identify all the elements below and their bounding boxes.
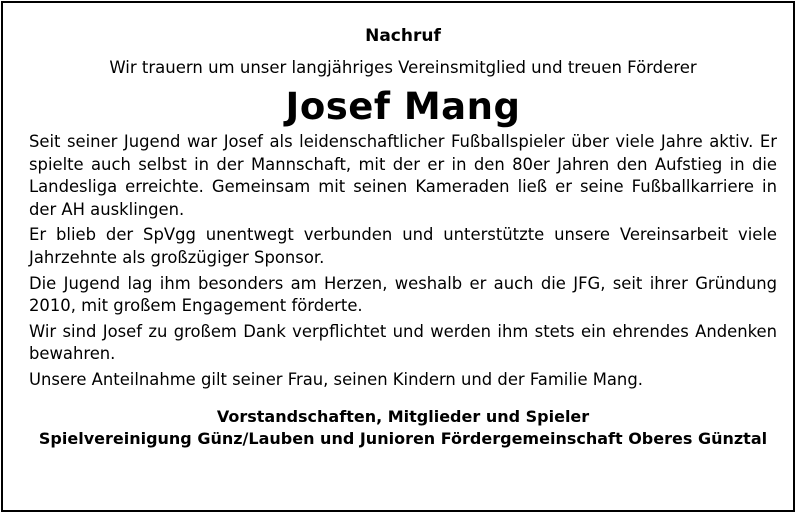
obituary-content xyxy=(29,25,777,450)
paragraph: Er blieb der SpVgg unentwegt verbunden und unterstützte unsere Vereinsarbeit viele Jahrzehnte als großzügiger Sponsor. xyxy=(29,225,777,267)
obituary-heading: Nachruf xyxy=(365,26,441,46)
paragraph: Die Jugend lag ihm besonders am Herzen, weshalb er auch die JFG, seit ihrer Gründung 2010, mit großem Engagement förderte. xyxy=(29,273,777,316)
obituary-body xyxy=(29,131,777,392)
paragraph: Unsere Anteilnahme gilt seiner Frau, seinen Kindern und der Familie Mang. xyxy=(29,369,643,389)
paragraph: Wir sind Josef zu großem Dank verpflichtet und werden ihm stets ein ehrendes Andenken bewahren. xyxy=(29,321,777,364)
paragraph: Seit seiner Jugend war Josef als leidenschaftlicher Fußballspieler über viele Jahre aktiv. Er spielte auch selbst in der Mannschaft, mit der er in den 80er Jahren den Aufstieg in die Landesliga erreichte. Gemeinsam mit seinen Kameraden ließ er seine Fußballkarriere in der AH ausklingen. xyxy=(29,132,777,219)
signature-block xyxy=(29,406,777,450)
signature-line: Spielvereinigung Günz/Lauben und Junioren Fördergemeinschaft Oberes Günztal xyxy=(38,428,768,448)
deceased-name: Josef Mang xyxy=(285,85,521,128)
obituary-frame xyxy=(1,1,795,512)
signature-line: Vorstandschaften, Mitglieder und Spieler xyxy=(216,406,590,426)
obituary-intro: Wir trauern um unser langjähriges Vereinsmitglied und treuen Förderer xyxy=(109,58,697,77)
